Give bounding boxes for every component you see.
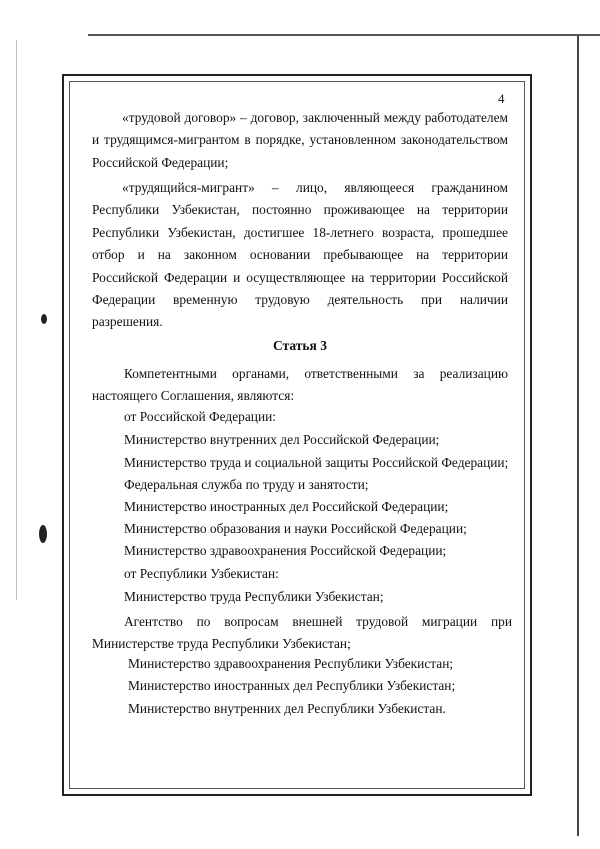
punch-hole-mark bbox=[39, 525, 47, 543]
russia-body-item: Министерство труда и социальной защиты Российской Федерации; bbox=[124, 455, 509, 470]
scan-edge-top bbox=[88, 34, 600, 36]
scan-edge-right bbox=[577, 36, 579, 836]
uzbekistan-body-item: Агентство по вопросам внешней трудовой миграции при Министерстве труда Республики Узбекистан; bbox=[92, 614, 512, 652]
russia-body-item: Федеральная служба по труду и занятости; bbox=[124, 477, 369, 492]
uzbekistan-body-item: Министерство иностранных дел Республики Узбекистан; bbox=[128, 678, 456, 693]
russia-body-item: Министерство иностранных дел Российской Федерации; bbox=[124, 499, 449, 514]
article-intro: Компетентными органами, ответственными за реализацию настоящего Соглашения, являются: bbox=[92, 366, 508, 404]
uzbekistan-body-item: Министерство здравоохранения Республики Узбекистан; bbox=[128, 656, 454, 671]
russia-body-item: Министерство внутренних дел Российской Федерации; bbox=[124, 432, 440, 447]
russia-body-item: Министерство образования и науки Российской Федерации; bbox=[124, 521, 467, 536]
article-title: Статья 3 bbox=[273, 338, 327, 353]
russia-body-item: Министерство здравоохранения Российской Федерации; bbox=[124, 543, 447, 558]
uzbekistan-heading: от Республики Узбекистан: bbox=[124, 566, 279, 581]
russia-heading: от Российской Федерации: bbox=[124, 409, 277, 424]
definition-labor-contract: «трудовой договор» – договор, заключенный между работодателем и трудящимся-мигрантом в порядке, установленном законодательством Российской Федерации; bbox=[92, 110, 508, 170]
punch-hole-mark bbox=[41, 314, 47, 324]
definition-migrant-worker: «трудящийся-мигрант» – лицо, являющееся гражданином Республики Узбекистан, постоянно проживающее на территории Республики Узбекистан, достигшее 18-летнего возраста, прошедшее отбор и на законном основании пребывающее на территории Российской Федерации и осуществляющее на территории Российской Федерации временную трудовую деятельность при наличии разрешения. bbox=[92, 180, 508, 330]
uzbekistan-body-item: Министерство труда Республики Узбекистан; bbox=[124, 589, 384, 604]
page-number: 4 bbox=[498, 91, 505, 106]
scan-edge-left bbox=[16, 40, 17, 600]
uzbekistan-body-item: Министерство внутренних дел Республики Узбекистан. bbox=[128, 701, 446, 716]
